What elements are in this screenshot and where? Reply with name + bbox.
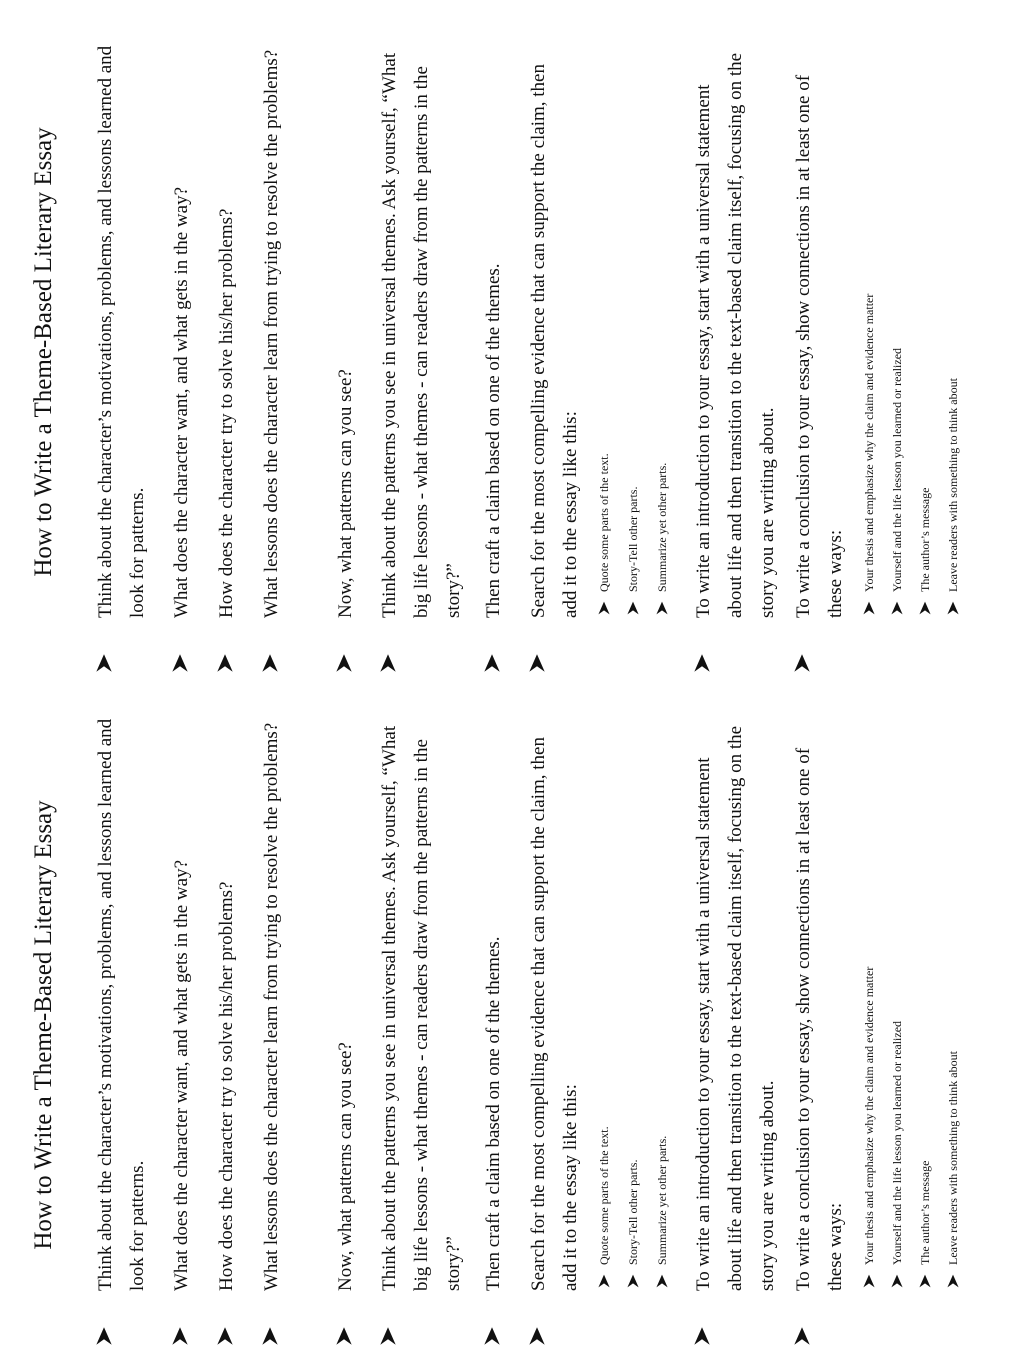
arrow-bullet-icon (625, 1273, 641, 1289)
arrow-bullet-icon (259, 1325, 281, 1347)
arrow-bullet-icon (377, 1325, 399, 1347)
arrow-bullet-icon (654, 600, 670, 616)
item-text: Think about the patterns you see in universal themes. Ask yourself, “What big life lessons - what themes - can readers draw from the patterns in the story?” (379, 52, 464, 618)
item-text: To write a conclusion to your essay, show connections in at least one of these ways: (793, 74, 846, 618)
arrow-bullet-icon (861, 1273, 877, 1289)
item-text: What lessons does the character learn from trying to resolve the problems? (261, 49, 282, 618)
page-title: How to Write a Theme-Based Literary Essay (30, 127, 57, 577)
arrow-bullet-icon (596, 600, 612, 616)
item-text: Search for the most compelling evidence that can support the claim, then add it to the essay like this: (528, 64, 581, 618)
arrow-bullet-icon (791, 652, 813, 674)
arrow-bullet-icon (945, 1273, 961, 1289)
arrow-bullet-icon (481, 1325, 503, 1347)
item-text: How does the character try to solve his/her problems? (216, 881, 237, 1291)
arrow-bullet-icon (861, 600, 877, 616)
arrow-bullet-icon (377, 652, 399, 674)
handout-copy-bottom: How to Write a Theme-Based Literary Essay Think about the character’s motivations, problems, and lessons learned and look for patterns. What does the character want, and what gets in the way? How does the character try to solve his/her problems? What lessons does the character learn from trying to resolve the problems? Now, what patterns can you see? Think about the patterns you see in universal themes. Ask yourself, “What big life lessons - what themes - can readers draw from the patterns in the story?” Then craft a claim based on one of the themes. Search for the most compelling evidence that can support the claim, then add it to the essay like this: Quote some parts of the text. Story-Tell other parts. Summarize yet other parts. To write an introduction to your essay, start with a universal statement about life and then transition to the text-based claim itself, focusing on the story you are writing about. To write a conclusion to your essay, show connections in at least one of these ways: Your thesis and emphasize why the claim and evidence matter Yourself and the life lesson you learned or realized The author’s message Leave readers with something to think about (20, 695, 980, 1355)
arrow-bullet-icon (596, 1273, 612, 1289)
arrow-bullet-icon (691, 1325, 713, 1347)
item-text: To write an introduction to your essay, start with a universal statement about life and then transition to the text-based claim itself, focusing on the story you are writing about. (693, 52, 778, 618)
arrow-bullet-icon (917, 600, 933, 616)
item-text: Think about the character’s motivations, problems, and lessons learned and look for patterns. (95, 45, 148, 618)
arrow-bullet-icon (259, 652, 281, 674)
item-text: Think about the character’s motivations, problems, and lessons learned and look for patterns. (95, 718, 148, 1291)
arrow-bullet-icon (169, 1325, 191, 1347)
item-text: Then craft a claim based on one of the themes. (483, 936, 504, 1291)
arrow-bullet-icon (526, 652, 548, 674)
arrow-bullet-icon (625, 600, 641, 616)
arrow-bullet-icon (526, 1325, 548, 1347)
arrow-bullet-icon (93, 1325, 115, 1347)
arrow-bullet-icon (917, 1273, 933, 1289)
arrow-bullet-icon (333, 1325, 355, 1347)
item-text: How does the character try to solve his/her problems? (216, 208, 237, 618)
arrow-bullet-icon (654, 1273, 670, 1289)
arrow-bullet-icon (945, 600, 961, 616)
arrow-bullet-icon (93, 652, 115, 674)
item-text: What lessons does the character learn from trying to resolve the problems? (261, 722, 282, 1291)
handout-copy-top: How to Write a Theme-Based Literary Essay Think about the character’s motivations, problems, and lessons learned and look for patterns. What does the character want, and what gets in the way? How does the character try to solve his/her problems? What lessons does the character learn from trying to resolve the problems? Now, what patterns can you see? Think about the patterns you see in universal themes. Ask yourself, “What big life lessons - what themes - can readers draw from the patterns in the story?” Then craft a claim based on one of the themes. Search for the most compelling evidence that can support the claim, then add it to the essay like this: Quote some parts of the text. Story-Tell other parts. Summarize yet other parts. To write an introduction to your essay, start with a universal statement about life and then transition to the text-based claim itself, focusing on the story you are writing about. To write a conclusion to your essay, show connections in at least one of these ways: Your thesis and emphasize why the claim and evidence matter Yourself and the life lesson you learned or realized The author’s message Leave readers with something to think about (20, 22, 980, 682)
item-text: Now, what patterns can you see? (335, 369, 356, 618)
page-title: How to Write a Theme-Based Literary Essay (30, 800, 57, 1250)
item-text: To write a conclusion to your essay, show connections in at least one of these ways: (793, 747, 846, 1291)
arrow-bullet-icon (691, 652, 713, 674)
arrow-bullet-icon (889, 1273, 905, 1289)
arrow-bullet-icon (214, 1325, 236, 1347)
item-text: Search for the most compelling evidence that can support the claim, then add it to the essay like this: (528, 737, 581, 1291)
arrow-bullet-icon (169, 652, 191, 674)
arrow-bullet-icon (214, 652, 236, 674)
arrow-bullet-icon (791, 1325, 813, 1347)
item-text: Think about the patterns you see in universal themes. Ask yourself, “What big life lessons - what themes - can readers draw from the patterns in the story?” (379, 725, 464, 1291)
item-text: Then craft a claim based on one of the themes. (483, 263, 504, 618)
item-text: Now, what patterns can you see? (335, 1042, 356, 1291)
arrow-bullet-icon (333, 652, 355, 674)
arrow-bullet-icon (889, 600, 905, 616)
item-text: What does the character want, and what gets in the way? (171, 186, 192, 618)
item-text: What does the character want, and what gets in the way? (171, 859, 192, 1291)
item-text: To write an introduction to your essay, start with a universal statement about life and then transition to the text-based claim itself, focusing on the story you are writing about. (693, 725, 778, 1291)
arrow-bullet-icon (481, 652, 503, 674)
